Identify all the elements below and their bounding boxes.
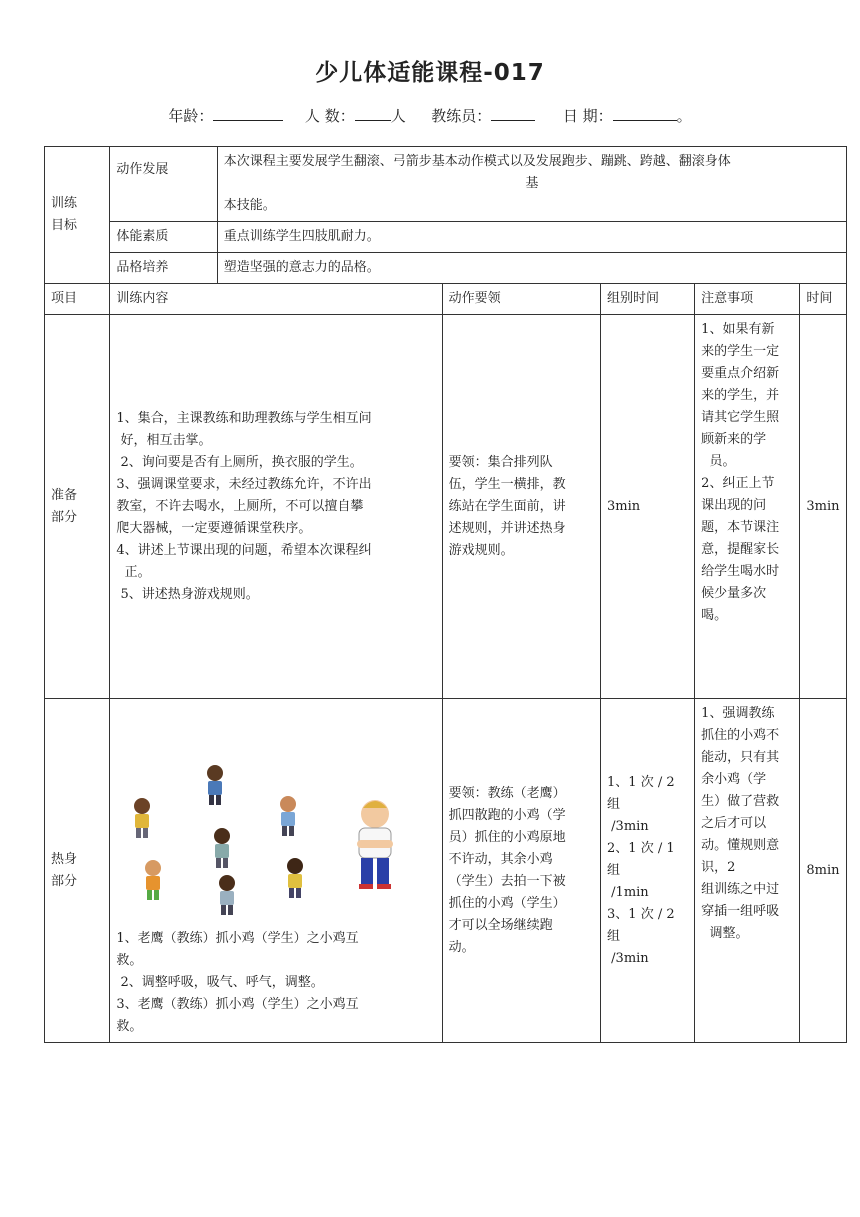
header-content: 训练内容 <box>110 284 442 315</box>
age-blank[interactable] <box>213 104 283 121</box>
goal-text: 本次课程主要发展学生翻滚、弓箭步基本动作模式以及发展跑步、蹦跳、跨越、翻滚身体 基 本技能。 <box>217 147 846 222</box>
count-unit: 人 <box>390 107 406 125</box>
child-figure <box>219 875 235 915</box>
child-figure <box>207 765 223 805</box>
header-essentials: 动作要领 <box>442 284 600 315</box>
header-group-time: 组别时间 <box>601 284 695 315</box>
coach-label: 教练员： <box>431 107 492 125</box>
prep-label: 准备 部分 <box>45 315 110 699</box>
child-figure <box>214 828 230 868</box>
page-title: 少儿体适能课程-017 <box>315 60 545 86</box>
warmup-group-time: 1、1 次 / 2 组 /3min 2、1 次 / 1 组 /1min 3、1 次 / 2 组 /3min <box>601 699 695 1043</box>
prep-content: 1、集合，主课教练和助理教练与学生相互问 好，相互击掌。 2、询问要是否有上厕所，换衣服的学生。 3、强调课堂要求，未经过教练允许，不许出 教室，不许去喝水，上厕所，不可以擅自攀 爬大器械，一定要遵循课堂秩序。 4、讲述上节课出现的问题，希望本次课程纠 正。 5、讲述热身游戏规则。 <box>110 315 442 699</box>
prep-notes: 1、如果有新 来的学生一定 要重点介绍新 来的学生，并 请其它学生照 顾新来的学 员。 2、纠正上节 课出现的问 题，本节课注 意，提醒家长 给学生喝水时 候少量多次 喝。 <box>695 315 800 699</box>
lesson-table <box>44 146 847 1043</box>
prep-group-time: 3min <box>601 315 695 699</box>
goals-label: 训练 目标 <box>45 147 110 284</box>
header-time: 时间 <box>800 284 847 315</box>
date-blank[interactable] <box>613 104 677 121</box>
goal-name: 动作发展 <box>110 147 217 222</box>
goal-name: 体能素质 <box>110 222 217 253</box>
goal-text: 重点训练学生四肢肌耐力。 <box>217 222 846 253</box>
prep-time: 3min <box>800 315 847 699</box>
header-item: 项目 <box>45 284 110 315</box>
age-label: 年龄： <box>168 107 214 125</box>
goal-name: 品格培养 <box>110 253 217 284</box>
count-blank[interactable] <box>355 104 391 121</box>
header-notes: 注意事项 <box>695 284 800 315</box>
prep-essentials: 要领：集合排列队 伍，学生一横排，教 练站在学生面前，讲 述规则，并讲述热身 游戏规则。 <box>442 315 600 699</box>
warmup-label: 热身 部分 <box>45 699 110 1043</box>
coach-blank[interactable] <box>491 104 535 121</box>
warmup-content: 1、老鹰（教练）抓小鸡（学生）之小鸡互 救。 2、调整呼吸，吸气、呼气，调整。 3、老鹰（教练）抓小鸡（学生）之小鸡互 救。 <box>110 699 442 1043</box>
coach-figure <box>357 800 393 889</box>
goal-text: 塑造坚强的意志力的品格。 <box>217 253 846 284</box>
info-line <box>0 104 860 126</box>
warmup-notes: 1、强调教练 抓住的小鸡不 能动，只有其 余小鸡（学 生）做了营救 之后才可以 动。懂规则意 识，2 组训练之中过 穿插一组呼吸 调整。 <box>695 699 800 1043</box>
date-label: 日 期： <box>562 107 613 125</box>
child-figure <box>287 858 303 898</box>
child-figure <box>145 860 161 900</box>
child-figure <box>134 798 150 838</box>
warmup-essentials: 要领：教练（老鹰） 抓四散跑的小鸡（学 员）抓住的小鸡原地 不许动，其余小鸡 （学生）去拍一下被 抓住的小鸡（学生） 才可以全场继续跑 动。 <box>442 699 600 1043</box>
child-figure <box>280 796 296 836</box>
count-label: 人 数： <box>304 107 355 125</box>
eagle-chick-game-illustration <box>120 748 410 928</box>
warmup-time: 8min <box>800 699 847 1043</box>
end-mark: 。 <box>676 107 692 125</box>
